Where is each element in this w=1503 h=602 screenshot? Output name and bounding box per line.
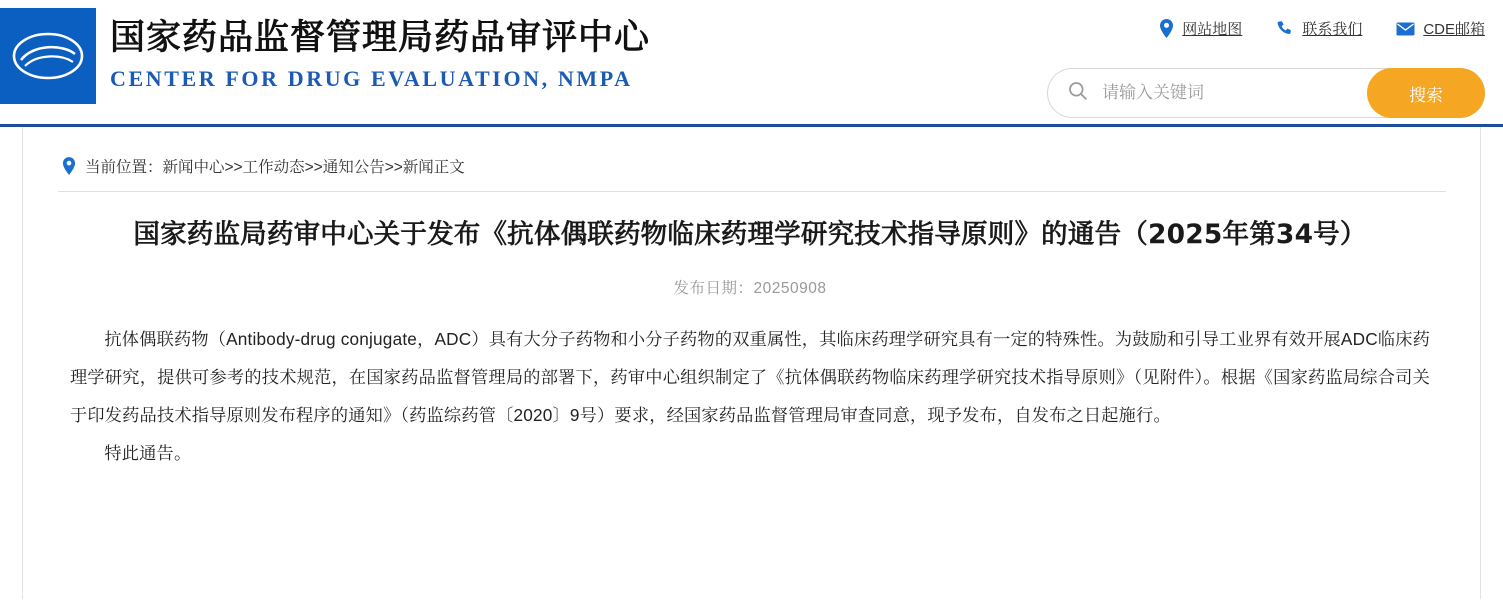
breadcrumb-divider [58,191,1446,192]
page-title: 国家药监局药审中心关于发布《抗体偶联药物临床药理学研究技术指导原则》的通告（2025年第34号） [133,219,1367,250]
article-paragraph-1: 抗体偶联药物（Antibody-drug conjugate，ADC）具有大分子药物和小分子药物的双重属性，其临床药理学研究具有一定的特殊性。为鼓励和引导工业界有效开展ADC临床药理学研究，提供可参考的技术规范，在国家药品监督管理局的部署下，药审中心组织制定了《抗体偶联药物临床药理学研究技术指导原则》（见附件）。根据《国家药监局综合司关于印发药品技术指导原则发布程序的通知》（药监综药管〔2020〕9号）要求，经国家药品监督管理局审查同意，现予发布，自发布之日起施行。 [70,329,1430,425]
article-body [70,320,1430,472]
top-link-email-label: CDE邮箱 [1423,21,1485,38]
publish-date [70,276,1430,298]
site-title-en: CENTER FOR DRUG EVALUATION, NMPA [110,66,633,91]
publish-date-value: 20250908 [753,280,827,297]
phone-icon [1276,20,1294,38]
top-link-sitemap-label: 网站地图 [1182,21,1243,38]
site-title-block [110,14,650,92]
cde-oval-logo-icon [11,30,85,82]
site-header [0,0,1503,127]
article [70,213,1430,472]
location-pin-icon [1159,19,1174,38]
search-box[interactable] [1047,68,1392,118]
breadcrumb [62,155,465,177]
top-link-email[interactable] [1396,18,1485,39]
search-button[interactable]: 搜索 [1367,68,1485,118]
top-link-sitemap[interactable] [1159,18,1242,39]
header-top-links [1159,18,1485,39]
top-link-contact-label: 联系我们 [1302,21,1363,38]
page-content [0,127,1503,599]
publish-date-label: 发布日期： [673,280,754,297]
mail-icon [1396,22,1415,36]
site-logo[interactable] [0,8,96,104]
top-link-contact[interactable] [1276,18,1362,39]
location-pin-icon [62,157,76,175]
search-input[interactable] [1102,83,1342,103]
breadcrumb-text[interactable]: 当前位置：新闻中心>>工作动态>>通知公告>>新闻正文 [85,159,465,176]
search-icon [1068,81,1088,106]
article-paragraph-2: 特此通告。 [104,443,192,463]
search-bar [1047,68,1485,118]
site-title-cn: 国家药品监督管理局药品审评中心 [110,18,651,58]
